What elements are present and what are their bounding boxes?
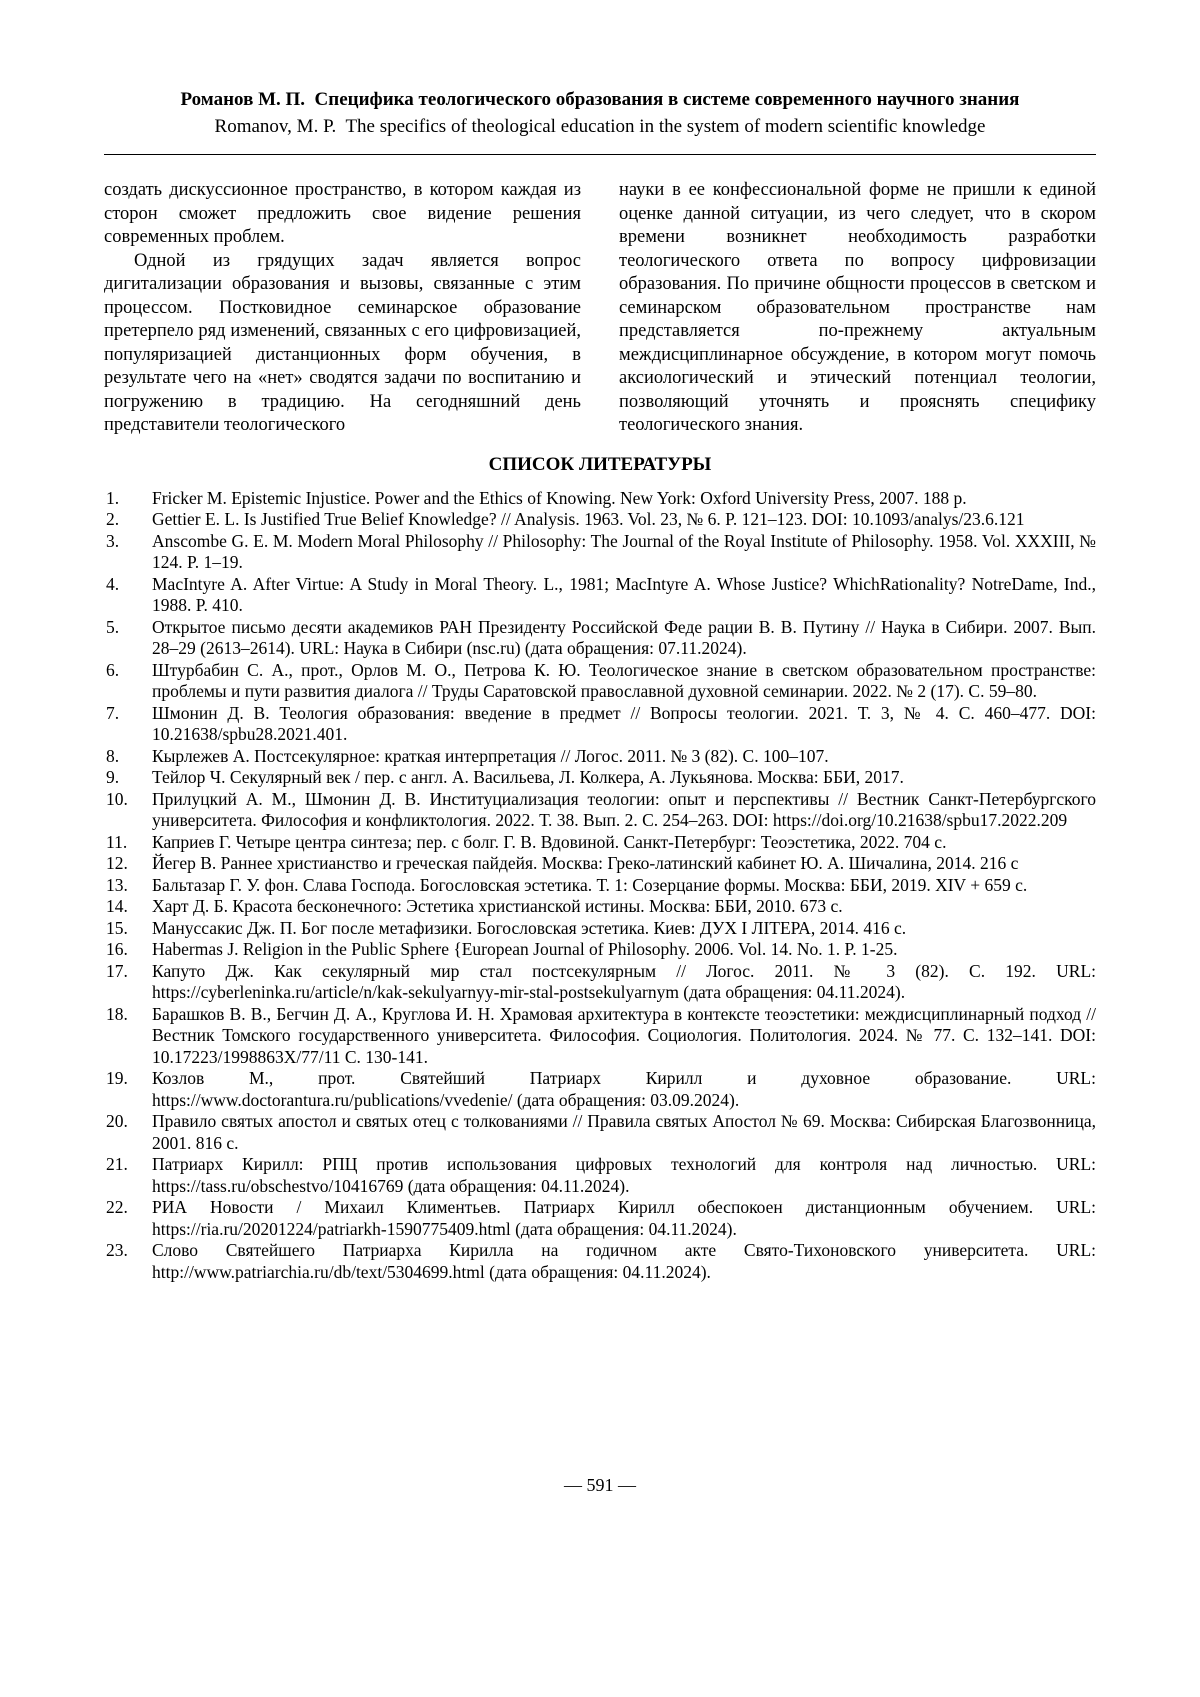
reference-number: 7.: [106, 702, 120, 723]
reference-text: Патриарх Кирилл: РПЦ против использования цифровых технологий для контроля над личностью. URL: https://tass.ru/obschestvo/10416769 (дата обращения: 04.11.2024).: [152, 1154, 1096, 1196]
reference-text: Anscombe G. E. M. Modern Moral Philosophy // Philosophy: The Journal of the Royal Institute of Philosophy. 1958. Vol. XXXIII, № 124. P. 1–19.: [152, 530, 1096, 572]
reference-text: Барашков В. В., Бегчин Д. А., Круглова И. Н. Храмовая архитектура в контексте теоэстетики: междисциплинарный подход // Вестник Томского государственного университета. Философия. Социология. Политология. 2024. № 77. С. 132–141. DOI: 10.17223/1998863X/77/11 С. 130-141.: [152, 1003, 1096, 1067]
reference-text: Капуто Дж. Как секулярный мир стал постсекулярным // Логос. 2011. № 3 (82). С. 192. URL: https://cyberleninka.ru/article/n/kak-sekulyarnyy-mir-stal-postsekulyarnym (дата обращения: 04.11.2024).: [152, 960, 1096, 1002]
reference-item: [104, 703, 1096, 746]
reference-number: 15.: [106, 917, 128, 938]
reference-number: 5.: [106, 616, 120, 637]
reference-item: [104, 1154, 1096, 1197]
reference-list: [104, 488, 1096, 1284]
reference-item: [104, 1068, 1096, 1111]
reference-item: [104, 488, 1096, 510]
reference-number: 13.: [106, 874, 128, 895]
reference-number: 2.: [106, 509, 120, 529]
reference-text: Gettier E. L. Is Justified True Belief Knowledge? // Analysis. 1963. Vol. 23, № 6. P. 121–123. DOI: 10.1093/analys/23.6.121: [152, 509, 1025, 529]
reference-item: [104, 617, 1096, 660]
reference-item: [104, 939, 1096, 961]
reference-text: Слово Святейшего Патриарха Кирилла на годичном акте Свято-Тихоновского университета. URL: http://www.patriarchia.ru/db/text/5304699.html (дата обращения: 04.11.2024).: [152, 1240, 1096, 1282]
reference-item: [104, 961, 1096, 1004]
reference-text: Habermas J. Religion in the Public Sphere {European Journal of Philosophy. 2006. Vol. 14. No. 1. P. 1-25.: [152, 939, 898, 959]
reference-text: Правило святых апостол и святых отец с толкованиями // Правила святых Апостол № 69. Москва: Сибирская Благозвонница, 2001. 816 с.: [152, 1111, 1096, 1153]
reference-text: Бальтазар Г. У. фон. Слава Господа. Богословская эстетика. Т. 1: Созерцание формы. Москва: ББИ, 2019. XIV + 659 с.: [152, 874, 1028, 895]
reference-number: 6.: [106, 659, 120, 680]
reference-number: 18.: [106, 1003, 128, 1024]
reference-text: Харт Д. Б. Красота бесконечного: Эстетика христианской истины. Москва: ББИ, 2010. 673 с.: [152, 896, 843, 916]
running-head: [104, 86, 1096, 140]
reference-number: 3.: [106, 530, 120, 551]
reference-number: 1.: [106, 487, 120, 508]
reference-text: Открытое письмо десяти академиков РАН Президенту Российской Феде рации В. В. Путину // Наука в Сибири. 2007. Вып. 28–29 (2613–2614). URL: Наука в Сибири (nsc.ru) (дата обращения: 07.11.2024).: [152, 616, 1096, 658]
header-rule: [104, 154, 1096, 155]
reference-item: [104, 1004, 1096, 1069]
references-heading: СПИСОК ЛИТЕРАТУРЫ: [488, 453, 712, 475]
reference-number: 4.: [106, 573, 120, 594]
reference-item: [104, 789, 1096, 832]
reference-item: [104, 1240, 1096, 1283]
reference-item: [104, 767, 1096, 789]
reference-item: [104, 1197, 1096, 1240]
reference-number: 16.: [106, 939, 128, 959]
reference-text: РИА Новости / Михаил Климентьев. Патриарх Кирилл обеспокоен дистанционным обучением. URL: https://ria.ru/20201224/patriarkh-1590775409.html (дата обращения: 04.11.2024).: [152, 1197, 1096, 1239]
reference-text: Fricker M. Epistemic Injustice. Power and the Ethics of Knowing. New York: Oxford University Press, 2007. 188 p.: [152, 487, 967, 508]
reference-number: 12.: [106, 853, 128, 873]
reference-item: [104, 896, 1096, 918]
reference-number: 20.: [106, 1111, 128, 1131]
page-footer: [0, 1474, 1200, 1496]
page-number: — 591 —: [564, 1475, 636, 1495]
reference-text: Шмонин Д. В. Теология образования: введение в предмет // Вопросы теологии. 2021. Т. 3, № 4. С. 460–477. DOI: 10.21638/spbu28.2021.401.: [152, 702, 1096, 744]
reference-item: [104, 746, 1096, 768]
paragraph-continuation: науки в ее конфессиональной форме не пришли к единой оценке данной ситуации, из чего следует, что в скором времени возникнет необходимость разработки теологического ответа по вопросу цифровизации образования. По причине общности процессов в светском и семинарском образовательном пространстве нам представляется по-прежнему актуальным междисциплинарное обсуждение, в котором могут помочь аксиологический и этический потенциал теологии, позволяющий уточнять и прояснять специфику теологического знания.: [619, 180, 1096, 435]
reference-item: [104, 918, 1096, 940]
reference-item: [104, 875, 1096, 897]
reference-item: [104, 832, 1096, 854]
left-column: [104, 179, 581, 438]
reference-number: 8.: [106, 745, 120, 766]
reference-item: [104, 1111, 1096, 1154]
reference-item: [104, 660, 1096, 703]
right-column: [619, 179, 1096, 438]
reference-text: Штурбабин С. А., прот., Орлов М. О., Петрова К. Ю. Теологическое знание в светском образовательном пространстве: проблемы и пути развития диалога // Труды Саратовской православной духовной семинарии. 2022. № 2 (17). С. 59–80.: [152, 659, 1096, 701]
running-head-en: Romanov, M. P. The specifics of theological education in the system of modern scientific knowledge: [214, 116, 986, 137]
reference-number: 10.: [106, 788, 128, 809]
reference-number: 22.: [106, 1197, 128, 1217]
running-head-ru: Романов М. П. Специфика теологического образования в системе современного научного знания: [180, 89, 1020, 110]
reference-number: 19.: [106, 1068, 128, 1088]
reference-text: MacIntyre A. After Virtue: A Study in Moral Theory. L., 1981; MacIntyre A. Whose Justice? WhichRationality? NotreDame, Ind., 1988. P. 410.: [152, 573, 1096, 615]
reference-text: Мануссакис Дж. П. Бог после метафизики. Богословская эстетика. Киев: ДУХ І ЛІТЕРА, 2014. 416 с.: [152, 917, 907, 938]
reference-number: 9.: [106, 767, 120, 787]
reference-number: 14.: [106, 896, 128, 916]
reference-number: 23.: [106, 1240, 128, 1260]
paragraph-continuation: создать дискуссионное пространство, в котором каждая из сторон сможет предложить свое видение решения современных проблем.: [104, 180, 581, 247]
reference-text: Кырлежев А. Постсекулярное: краткая интерпретация // Логос. 2011. № 3 (82). С. 100–107.: [152, 745, 829, 766]
reference-number: 11.: [106, 831, 128, 852]
reference-text: Йегер В. Раннее христианство и греческая пайдейя. Москва: Греко-латинский кабинет Ю. А. Шичалина, 2014. 216 с: [152, 853, 1019, 873]
reference-item: [104, 509, 1096, 531]
reference-text: Тейлор Ч. Секулярный век / пер. с англ. А. Васильева, Л. Колкера, А. Лукьянова. Москва: ББИ, 2017.: [152, 767, 904, 787]
reference-text: Каприев Г. Четыре центра синтеза; пер. с болг. Г. В. Вдовиной. Санкт-Петербург: Теоэстетика, 2022. 704 с.: [152, 831, 947, 852]
reference-item: [104, 531, 1096, 574]
reference-number: 21.: [106, 1154, 128, 1174]
reference-text: Прилуцкий А. М., Шмонин Д. В. Институциализация теологии: опыт и перспективы // Вестник Санкт-Петербургского университета. Философия и конфликтология. 2022. Т. 38. Вып. 2. С. 254–263. DOI: https://doi.org/10.21638/spbu17.2022.209: [152, 788, 1096, 830]
reference-text: Козлов М., прот. Святейший Патриарх Кирилл и духовное образование. URL: https://www.doctorantura.ru/publications/vvedenie/ (дата обращения: 03.09.2024).: [152, 1068, 1096, 1110]
body-text: [104, 179, 1096, 438]
reference-item: [104, 574, 1096, 617]
reference-number: 17.: [106, 960, 128, 981]
reference-item: [104, 853, 1096, 875]
paragraph: Одной из грядущих задач является вопрос дигитализации образования и вызовы, связанные с этим процессом. Постковидное семинарское образование претерпело ряд изменений, связанных с его цифровизацией, популяризацией дистанционных форм обучения, в результате чего на «нет» сводятся задачи по воспитанию и погружению в традицию. На сегодняшний день представители теологического: [104, 250, 581, 435]
